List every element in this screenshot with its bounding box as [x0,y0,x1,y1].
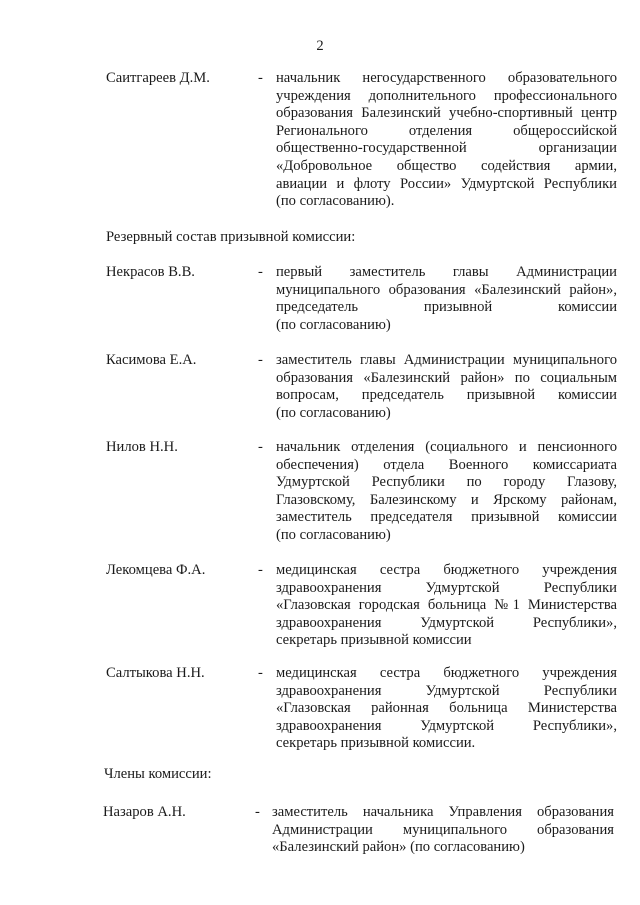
position-line: учреждения дополнительного профессионального [276,87,617,104]
dash-separator: - [258,562,263,578]
position-line: общественно-государственной организации [276,140,617,157]
position-line: секретарь призывной комиссии [276,632,472,649]
page-number: 2 [316,38,324,54]
dash-separator: - [258,264,263,280]
position-line: первый заместитель главы Администрации [276,264,617,280]
position-line: (по согласованию) [276,526,391,543]
position-line: (по согласованию) [276,316,391,333]
position-line: Глазовскому, Балезинскому и Ярскому районам, [276,491,617,508]
reserve-heading: Резервный состав призывной комиссии: [106,229,356,245]
position-line: авиации и флоту России» Удмуртской Республики [276,175,617,192]
position-line: заместитель главы Администрации муниципального [276,352,617,368]
member-position [272,804,614,857]
member-name: Салтыкова Н.Н. [106,665,205,681]
position-line: Регионального отделения общероссийской [276,122,617,139]
member-name: Саитгареев Д.М. [106,70,210,86]
position-line: муниципального образования «Балезинский район», [276,281,617,298]
member-position [276,439,617,545]
dash-separator: - [255,804,260,820]
position-line: медицинская сестра бюджетного учреждения [276,665,617,681]
member-name: Лекомцева Ф.А. [106,562,206,578]
member-position [276,665,617,753]
position-line: образования «Балезинский район» по социальным [276,369,617,386]
position-line: секретарь призывной комиссии. [276,735,476,752]
member-position [276,352,617,422]
member-position [276,70,617,211]
member-position [276,562,617,650]
position-line: заместитель начальника Управления образования [272,804,614,820]
member-name: Некрасов В.В. [106,264,195,280]
dash-separator: - [258,439,263,455]
position-line: здравоохранения Удмуртской Республики», [276,614,617,631]
position-line: (по согласованию). [276,193,395,210]
position-line: вопросам, председатель призывной комиссии [276,387,617,404]
position-line: заместитель председателя призывной комиссии [276,509,617,526]
member-name: Касимова Е.А. [106,352,197,368]
member-position [276,264,617,334]
position-line: Администрации муниципального образования [272,821,614,838]
position-line: здравоохранения Удмуртской Республики [276,682,617,699]
members-heading: Члены комиссии: [104,766,212,782]
position-line: медицинская сестра бюджетного учреждения [276,562,617,578]
position-line: обеспечения) отдела Военного комиссариата [276,456,617,473]
position-line: начальник негосударственного образовательного [276,70,617,86]
position-line: здравоохранения Удмуртской Республики», [276,717,617,734]
dash-separator: - [258,70,263,86]
dash-separator: - [258,665,263,681]
position-line: (по согласованию) [276,404,391,421]
member-name: Нилов Н.Н. [106,439,178,455]
position-line: «Добровольное общество содействия армии, [276,157,617,174]
position-line: образования Балезинский учебно-спортивный центр [276,105,617,122]
position-line: «Глазовская районная больница Министерства [276,700,617,717]
position-line: Удмуртской Республики по городу Глазову, [276,474,617,491]
position-line: начальник отделения (социального и пенсионного [276,439,617,455]
position-line: «Балезинский район» (по согласованию) [272,839,525,856]
dash-separator: - [258,352,263,368]
position-line: председатель призывной комиссии [276,299,617,316]
position-line: здравоохранения Удмуртской Республики [276,579,617,596]
member-name: Назаров А.Н. [103,804,186,820]
position-line: «Глазовская городская больница №1 Министерства [276,597,617,614]
